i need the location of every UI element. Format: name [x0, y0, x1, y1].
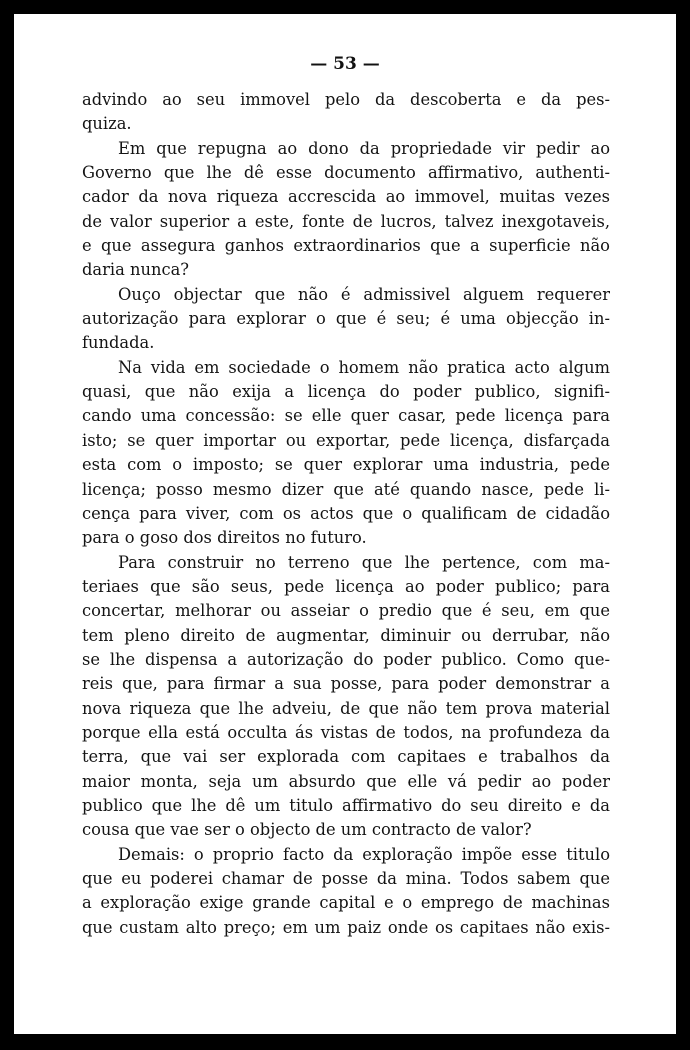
text-line: que custam alto preço; em um paiz onde os capitaes não exis- — [82, 917, 610, 937]
text-line: autorização para explorar o que é seu; é uma objecção in- — [82, 309, 610, 329]
text-line: licença; posso mesmo dizer que até quando nasce, pede li- — [82, 479, 610, 499]
text-line: Demais: o proprio facto da exploração impõe esse titulo — [118, 844, 610, 864]
text-line: que eu poderei chamar de posse da mina. Todos sabem que — [82, 869, 610, 888]
text-line: Em que repugna ao dono da propriedade vir pedir ao — [118, 138, 610, 158]
text-line: Governo que lhe dê esse documento affirmativo, authenti- — [82, 163, 610, 183]
text-line: cador da nova riqueza accrescida ao immovel, muitas vezes — [82, 187, 610, 207]
text-line: tem pleno direito de augmentar, diminuir ou derrubar, não — [82, 625, 610, 645]
text-line: a exploração exige grande capital e o emprego de machinas — [82, 893, 610, 913]
text-line: cando uma concessão: se elle quer casar, pede licença para — [82, 406, 610, 426]
text-line: se lhe dispensa a autorização do poder publico. Como que- — [82, 649, 610, 669]
text-line: Ouço objectar que não é admissivel alguem requerer — [118, 284, 610, 304]
text-line: reis que, para firmar a sua posse, para poder demonstrar a — [82, 674, 610, 694]
text-line: de valor superior a este, fonte de lucros, talvez inexgotaveis, — [82, 211, 610, 231]
text-line: quiza. — [82, 114, 132, 134]
text-line: maior monta, seja um absurdo que elle vá pedir ao poder — [82, 771, 610, 791]
text-line: esta com o imposto; se quer explorar uma industria, pede — [82, 455, 610, 475]
page-number: — 53 — — [310, 54, 380, 74]
text-line: cença para viver, com os actos que o qualificam de cidadão — [82, 503, 610, 523]
text-line: publico que lhe dê um titulo affirmativo do seu direito e da — [82, 795, 610, 815]
text-line: isto; se quer importar ou exportar, pede licença, disfarçada — [82, 430, 610, 450]
text-line: porque ella está occulta ás vistas de todos, na profundeza da — [82, 722, 610, 742]
text-line: cousa que vae ser o objecto de um contracto de valor? — [82, 820, 532, 840]
text-line: teriaes que são seus, pede licença ao poder publico; para — [82, 576, 610, 596]
text-line: Para construir no terreno que lhe pertence, com ma- — [118, 552, 610, 572]
text-line: fundada. — [82, 333, 155, 353]
book-page — [14, 14, 676, 1034]
text-line: terra, que vai ser explorada com capitaes e trabalhos da — [82, 747, 610, 767]
text-line: advindo ao seu immovel pelo da descoberta e da pes- — [82, 90, 610, 109]
text-line: daria nunca? — [82, 260, 190, 280]
text-line: quasi, que não exija a licença do poder publico, signifi- — [82, 382, 610, 402]
text-line: concertar, melhorar ou asseiar o predio que é seu, em que — [82, 601, 610, 621]
text-line: e que assegura ganhos extraordinarios que a superficie não — [82, 236, 610, 256]
body-text — [82, 88, 610, 940]
text-line: Na vida em sociedade o homem não pratica acto algum — [118, 357, 610, 377]
text-line: nova riqueza que lhe adveiu, de que não tem prova material — [82, 698, 610, 718]
text-line: para o goso dos direitos no futuro. — [82, 528, 367, 548]
